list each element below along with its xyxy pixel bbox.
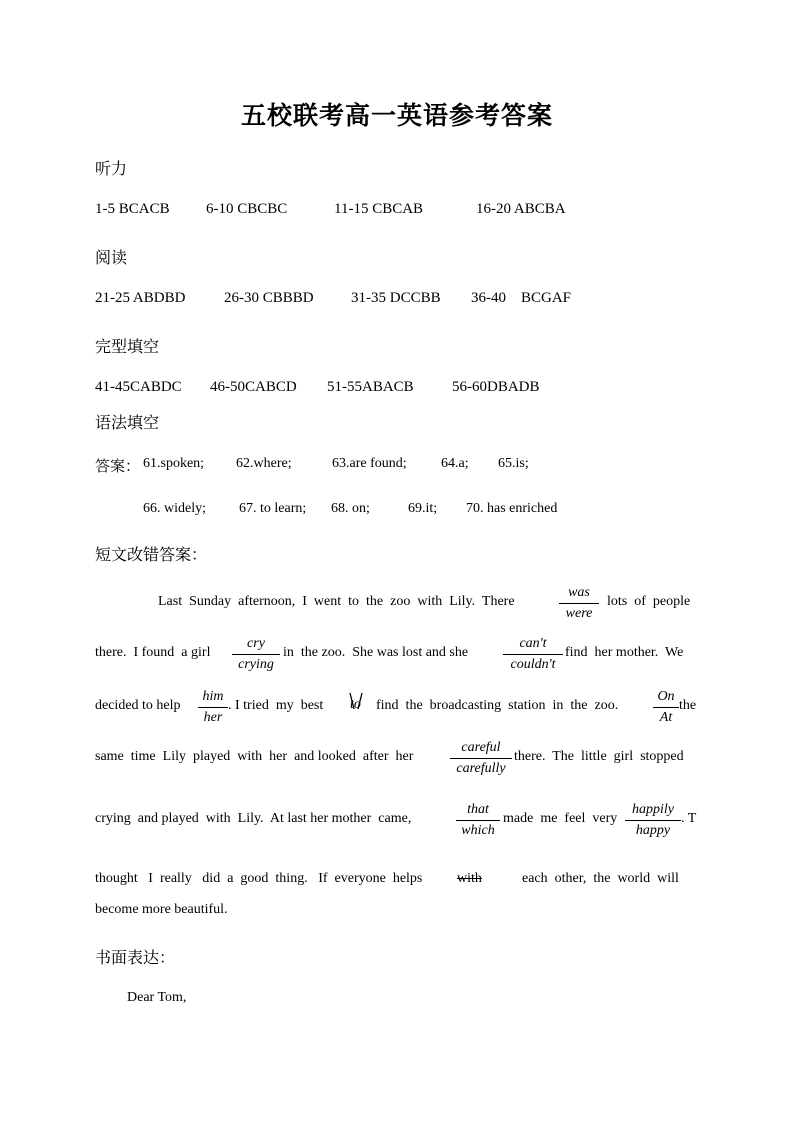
reading-heading: 阅读 [95, 248, 128, 267]
correction-line-1a: Last Sunday afternoon, I went to the zoo with Lily. There [158, 594, 515, 609]
cloze-heading: 完型填空 [95, 337, 160, 356]
reading-answer-2: 26-30 CBBBD [224, 290, 314, 306]
wrong-word: careful [461, 740, 501, 755]
grammar-answer-63: 63.are found; [332, 456, 407, 471]
right-word: were [565, 606, 593, 621]
correction-line-2a: there. I found a girl [95, 645, 211, 660]
right-word: happy [635, 823, 671, 838]
correction-that-which [456, 800, 500, 841]
correction-line-5b: made me feel very [503, 811, 618, 826]
right-word: crying [238, 657, 274, 672]
correction-line-3a: decided to help [95, 698, 181, 713]
wrong-word: was [568, 585, 590, 600]
grammar-answer-66: 66. widely; [143, 501, 206, 516]
listening-answer-2: 6-10 CBCBC [206, 201, 288, 217]
right-word: her [203, 710, 223, 725]
correction-line-2c: find her mother. We [565, 645, 684, 660]
grammar-answer-65: 65.is; [498, 456, 529, 471]
grammar-answer-62: 62.where; [236, 456, 292, 471]
deleted-word: with [457, 871, 482, 886]
correction-line-5a: crying and played with Lily. At last her mother came, [95, 811, 412, 826]
grammar-answer-67: 67. to learn; [239, 501, 307, 516]
cloze-answer-2: 46-50CABCD [210, 379, 297, 395]
cloze-answer-1: 41-45CABDC [95, 379, 182, 395]
correction-was-were [559, 583, 599, 624]
correction-line-2b: in the zoo. She was lost and she [283, 645, 469, 660]
salutation: Dear Tom, [127, 990, 187, 1005]
correction-on-at [653, 687, 679, 728]
correction-cant-couldnt [503, 634, 563, 675]
correction-line-6b: each other, the world will [522, 871, 679, 886]
grammar-answer-69: 69.it; [408, 501, 438, 516]
wrong-word: On [657, 689, 675, 704]
right-word: couldn't [510, 657, 556, 672]
correction-happily-happy [625, 800, 681, 841]
correction-line-4a: same time Lily played with her and looked after her [95, 749, 414, 764]
right-word: At [659, 710, 673, 725]
correction-heading: 短文改错答案： [95, 545, 208, 564]
correction-line-3d: the [679, 698, 697, 713]
grammar-prefix: 答案： [95, 457, 141, 475]
correction-line-4b: there. The little girl stopped [514, 749, 684, 764]
grammar-answer-68: 68. on; [331, 501, 370, 516]
listening-answer-3: 11-15 CBCAB [334, 201, 424, 217]
correction-line-3b: . I tried my best [228, 698, 324, 713]
wrong-word: cry [247, 636, 265, 651]
insert-word: to [350, 697, 361, 712]
reading-answer-1: 21-25 ABDBD [95, 290, 186, 306]
grammar-answer-64: 64.a; [441, 456, 469, 471]
correction-line-7: become more beautiful. [95, 902, 228, 917]
correction-careful-carefully [450, 738, 512, 779]
reading-answer-4: 36-40 BCGAF [471, 290, 572, 306]
grammar-answer-70: 70. has enriched [466, 501, 558, 516]
correction-line-1b: lots of people [607, 594, 691, 609]
correction-him-her [198, 687, 228, 728]
correction-cry-crying [232, 634, 280, 675]
wrong-word: that [467, 802, 489, 817]
cloze-answer-3: 51-55ABACB [327, 379, 414, 395]
reading-answer-3: 31-35 DCCBB [351, 290, 441, 306]
listening-answer-4: 16-20 ABCBA [476, 201, 566, 217]
cloze-answer-4: 56-60DBADB [452, 379, 540, 395]
writing-heading: 书面表达： [95, 948, 176, 967]
listening-answer-1: 1-5 BCACB [95, 201, 170, 217]
right-word: carefully [456, 761, 506, 776]
correction-line-5c: . T [681, 811, 697, 826]
right-word: which [461, 823, 495, 838]
correction-line-3c: find the broadcasting station in the zoo. [376, 698, 619, 713]
wrong-word: happily [632, 802, 674, 817]
wrong-word: him [202, 689, 224, 704]
page-title: 五校联考高一英语参考答案 [240, 101, 553, 130]
grammar-answer-61: 61.spoken; [143, 456, 205, 471]
listening-heading: 听力 [95, 159, 128, 178]
correction-line-6a: thought I really did a good thing. If everyone helps [95, 871, 423, 886]
wrong-word: can't [519, 636, 547, 651]
grammar-heading: 语法填空 [95, 413, 160, 432]
